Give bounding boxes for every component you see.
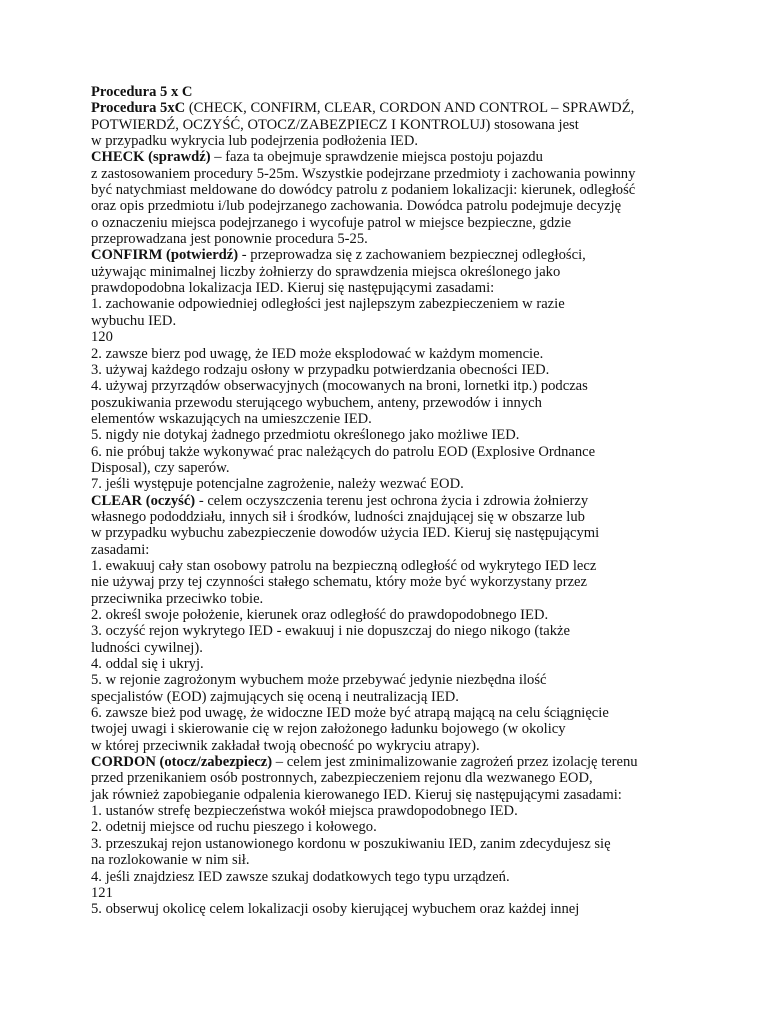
text-line (91, 901, 731, 917)
body-text: 4. używaj przyrządów obserwacyjnych (mocowanych na broni, lornetki itp.) podczas (91, 378, 588, 395)
text-line (91, 460, 731, 476)
text-line (91, 754, 731, 770)
body-text: (CHECK, CONFIRM, CLEAR, CORDON AND CONTROL – SPRAWDŹ, (185, 100, 635, 117)
body-text: – faza ta obejmuje sprawdzenie miejsca postoju pojazdu (210, 149, 543, 166)
body-text: elementów wskazujących na umieszczenie IED. (91, 410, 372, 427)
body-text: 5. w rejonie zagrożonym wybuchem może przebywać jedynie niezbędna ilość (91, 672, 547, 689)
body-text: 4. oddal się i ukryj. (91, 656, 204, 673)
text-line (91, 885, 731, 901)
body-text: poszukiwania przewodu sterującego wybuchem, anteny, przewodów i innych (91, 394, 542, 411)
text-line (91, 411, 731, 427)
text-line (91, 623, 731, 639)
body-text: 6. nie próbuj także wykonywać prac należących do patrolu EOD (Explosive Ordnance (91, 443, 596, 460)
body-text: POTWIERDŹ, OCZYŚĆ, OTOCZ/ZABEZPIECZ I KONTROLUJ) stosowana jest (91, 116, 579, 133)
body-text: na rozlokowanie w nim sił. (91, 852, 250, 869)
text-line (91, 591, 731, 607)
text-line (91, 215, 731, 231)
text-line (91, 525, 731, 541)
body-text: 3. przeszukaj rejon ustanowionego kordonu w poszukiwaniu IED, zanim zdecydujesz się (91, 835, 611, 852)
text-line (91, 493, 731, 509)
text-line (91, 705, 731, 721)
text-line (91, 738, 731, 754)
text-line (91, 542, 731, 558)
body-text: 2. określ swoje położenie, kierunek oraz odległość do prawdopodobnego IED. (91, 607, 549, 623)
text-line (91, 476, 731, 492)
text-line (91, 558, 731, 574)
text-line (91, 149, 731, 165)
body-text: 5. obserwuj okolicę celem lokalizacji osoby kierującej wybuchem oraz każdej innej (91, 901, 580, 918)
body-text: przeprowadzana jest ponownie procedura 5-25. (91, 231, 368, 248)
document-page (91, 84, 731, 918)
body-text: z zastosowaniem procedury 5-25m. Wszystkie podejrzane przedmioty i zachowania powinny (91, 165, 636, 182)
text-line (91, 656, 731, 672)
text-line (91, 346, 731, 362)
text-line (91, 427, 731, 443)
body-text: ludności cywilnej). (91, 639, 203, 656)
body-text: 1. ustanów strefę bezpieczeństwa wokół miejsca prawdopodobnego IED. (91, 803, 518, 820)
bold-heading: CLEAR (oczyść) (91, 492, 196, 509)
body-text: 4. jeśli znajdziesz IED zawsze szukaj dodatkowych tego typu urządzeń. (91, 868, 510, 885)
body-text: specjalistów (EOD) zajmujących się oceną i neutralizacją IED. (91, 688, 459, 705)
body-text: 2. zawsze bierz pod uwagę, że IED może eksplodować w każdym momencie. (91, 345, 544, 362)
body-text: 3. oczyść rejon wykrytego IED - ewakuuj i nie dopuszczaj do niego nikogo (także (91, 623, 571, 640)
text-line (91, 329, 731, 345)
body-text: 121 (91, 884, 113, 901)
body-text: przed przenikaniem osób postronnych, zabezpieczeniem rejonu dla wezwanego EOD, (91, 770, 593, 787)
body-text: 120 (91, 329, 113, 346)
body-text: o oznaczeniu miejsca podejrzanego i wycofuje patrol w miejsce bezpieczne, gdzie (91, 214, 572, 231)
text-line (91, 803, 731, 819)
text-line (91, 721, 731, 737)
body-text: oraz opis przedmiotu i/lub podejrzanego zachowania. Dowódca patrolu podejmuje decyzję (91, 198, 622, 215)
text-line (91, 640, 731, 656)
text-line (91, 264, 731, 280)
body-text: twojej uwagi i skierowanie cię w rejon założonego ładunku bojowego (w okolicy (91, 721, 566, 738)
body-text: zasadami: (91, 541, 150, 558)
body-text: używając minimalnej liczby żołnierzy do sprawdzenia miejsca określonego jako (91, 263, 561, 280)
text-line (91, 231, 731, 247)
text-line (91, 836, 731, 852)
text-line (91, 509, 731, 525)
text-line (91, 133, 731, 149)
text-line (91, 869, 731, 885)
body-text: w której przeciwnik zakładał twoją obecność po wykryciu atrapy). (91, 737, 480, 754)
text-line (91, 787, 731, 803)
body-text: - celem oczyszczenia terenu jest ochrona życia i zdrowia żołnierzy (195, 492, 589, 509)
text-line (91, 198, 731, 214)
body-text: - przeprowadza się z zachowaniem bezpiecznej odległości, (238, 247, 586, 264)
text-line (91, 296, 731, 312)
bold-heading: Procedura 5xC (91, 100, 186, 117)
body-text: prawdopodobna lokalizacja IED. Kieruj się następującymi zasadami: (91, 280, 495, 297)
text-line (91, 378, 731, 394)
text-line (91, 84, 731, 100)
bold-heading: CONFIRM (potwierdź) (91, 247, 239, 264)
text-line (91, 852, 731, 868)
text-line (91, 444, 731, 460)
body-text: własnego pododdziału, innych sił i środków, ludności znajdującej się w obszarze lub (91, 508, 585, 525)
text-line (91, 689, 731, 705)
body-text: 3. używaj każdego rodzaju osłony w przypadku potwierdzania obecności IED. (91, 361, 550, 378)
body-text: nie używaj przy tej czynności stałego schematu, który może być wykorzystany przez (91, 574, 588, 591)
body-text: w przypadku wykrycia lub podejrzenia podłożenia IED. (91, 133, 419, 150)
text-line (91, 574, 731, 590)
text-line (91, 362, 731, 378)
bold-heading: CORDON (otocz/zabezpiecz) (91, 754, 273, 771)
body-text: 6. zawsze bież pod uwagę, że widoczne IED może być atrapą mającą na celu ściągnięcie (91, 705, 609, 722)
text-line (91, 819, 731, 835)
text-line (91, 672, 731, 688)
text-line (91, 117, 731, 133)
body-text: 2. odetnij miejsce od ruchu pieszego i kołowego. (91, 819, 377, 836)
text-line (91, 166, 731, 182)
body-text: 1. zachowanie odpowiedniej odległości jest najlepszym zabezpieczeniem w razie (91, 296, 565, 313)
body-text: – celem jest zminimalizowanie zagrożeń przez izolację terenu (272, 754, 638, 771)
bold-heading: CHECK (sprawdź) (91, 149, 211, 166)
body-text: 7. jeśli występuje potencjalne zagrożenie, należy wezwać EOD. (91, 476, 464, 493)
body-text: jak również zapobieganie odpalenia kierowanego IED. Kieruj się następującymi zasadami: (91, 786, 622, 803)
body-text: 5. nigdy nie dotykaj żadnego przedmiotu określonego jako możliwe IED. (91, 427, 520, 444)
body-text: przeciwnika przeciwko tobie. (91, 590, 264, 607)
text-line (91, 280, 731, 296)
bold-heading: Procedura 5 x C (91, 84, 193, 100)
body-text: Disposal), czy saperów. (91, 459, 230, 476)
text-line (91, 247, 731, 263)
text-line (91, 182, 731, 198)
body-text: w przypadku wybuchu zabezpieczenie dowodów użycia IED. Kieruj się następującymi (91, 525, 600, 542)
body-text: wybuchu IED. (91, 312, 177, 329)
text-line (91, 395, 731, 411)
text-line (91, 313, 731, 329)
text-line (91, 100, 731, 116)
text-line (91, 770, 731, 786)
body-text: 1. ewakuuj cały stan osobowy patrolu na bezpieczną odległość od wykrytego IED lecz (91, 557, 597, 574)
text-line (91, 607, 731, 623)
body-text: być natychmiast meldowane do dowódcy patrolu z podaniem lokalizacji: kierunek, odległość (91, 182, 636, 199)
